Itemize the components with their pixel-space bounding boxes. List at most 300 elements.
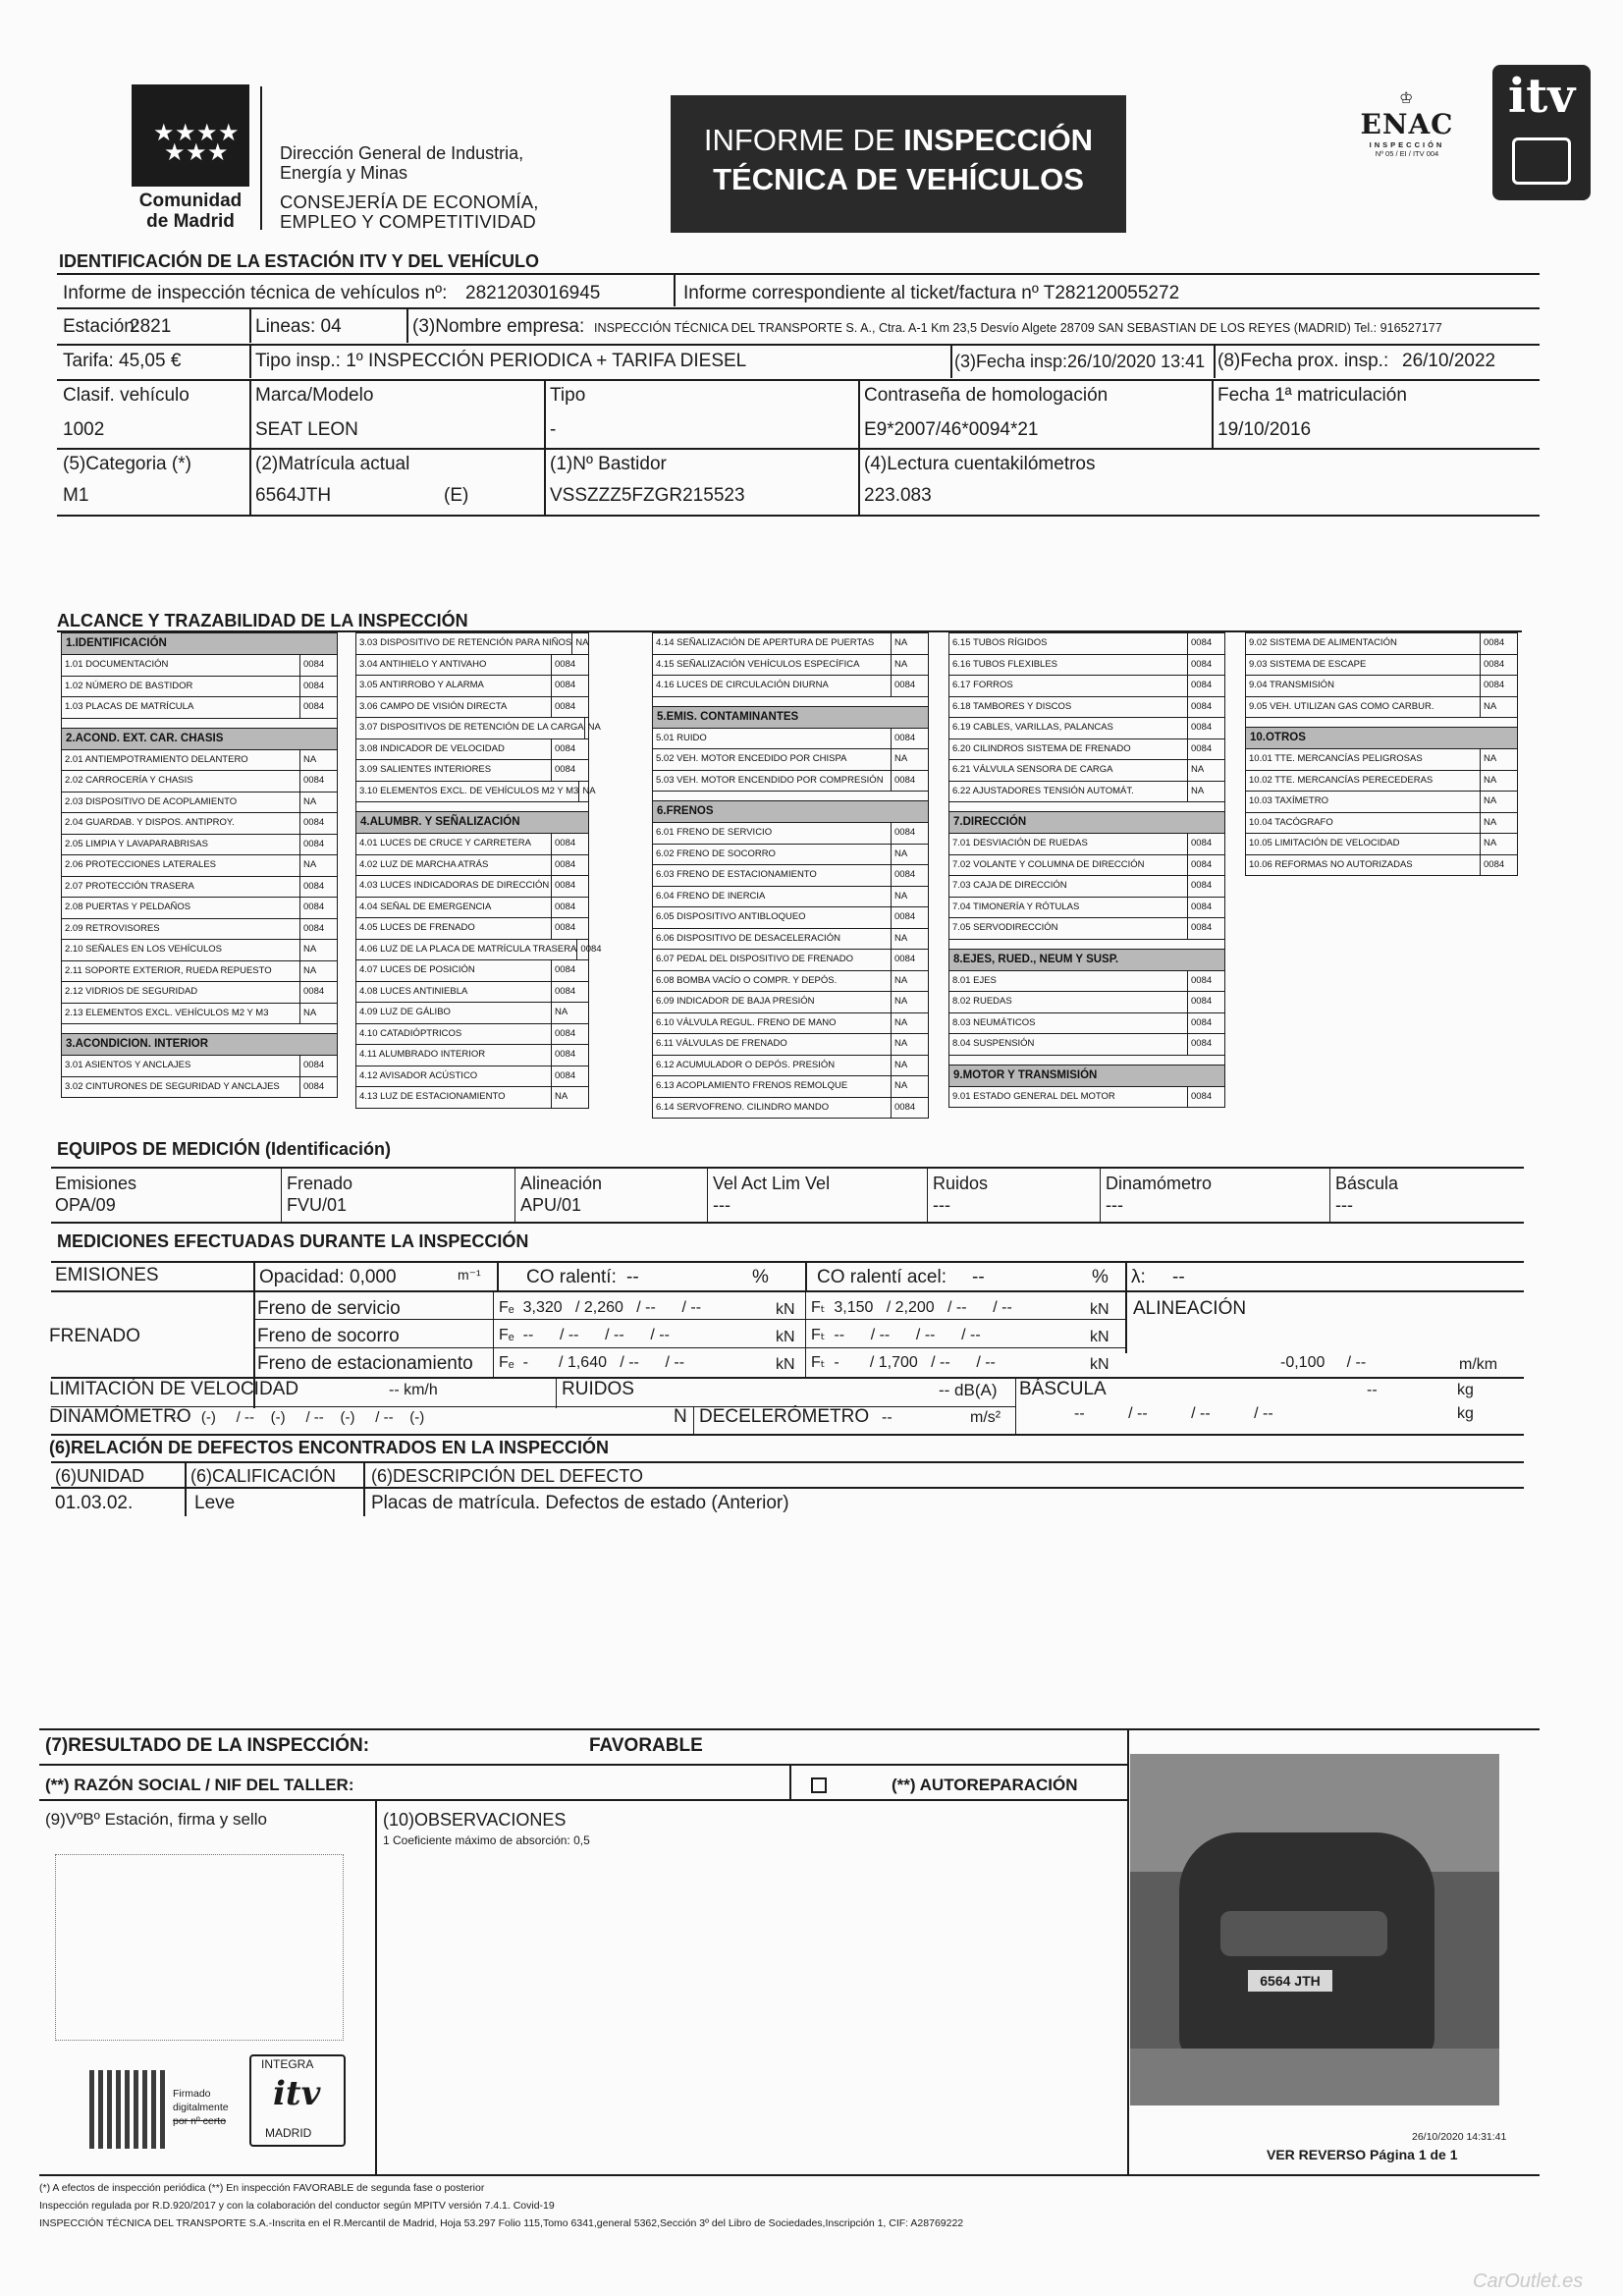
alcance-row bbox=[949, 1033, 1224, 1055]
alcance-item-code: NA bbox=[299, 855, 337, 876]
equipo-label: Ruidos bbox=[933, 1174, 989, 1193]
vehicle-photo bbox=[1130, 1754, 1499, 2105]
alcance-row bbox=[62, 960, 337, 982]
alcance-row bbox=[653, 970, 928, 992]
alcance-row bbox=[356, 897, 588, 918]
divider bbox=[805, 1292, 806, 1377]
alcance-item-label: 4.06 LUZ DE LA PLACA DE MATRÍCULA TRASERA bbox=[359, 943, 577, 955]
alcance-item-label: 3.06 CAMPO DE VISIÓN DIRECTA bbox=[359, 700, 508, 712]
alcance-item-label: 6.18 TAMBORES Y DISCOS bbox=[952, 700, 1072, 712]
divider bbox=[51, 1406, 1015, 1407]
alcance-item-label: 10.05 LIMITACIÓN DE VELOCIDAD bbox=[1249, 838, 1400, 848]
alcance-item-code: 0084 bbox=[551, 676, 588, 696]
alcance-row bbox=[356, 1023, 588, 1045]
alcance-item-label: 4.07 LUCES DE POSICIÓN bbox=[359, 964, 475, 975]
co-ralenti-label: CO ralentí: bbox=[526, 1267, 617, 1287]
alcance-item-label: 10.01 TTE. MERCANCÍAS PELIGROSAS bbox=[1249, 753, 1423, 764]
alcance-item-label: 7.04 TIMONERÍA Y RÓTULAS bbox=[952, 901, 1080, 912]
divider bbox=[51, 1290, 1524, 1292]
alcance-item-label: 3.08 INDICADOR DE VELOCIDAD bbox=[359, 742, 505, 754]
alcance-item-code: 0084 bbox=[891, 865, 928, 886]
alcance-item-code: 0084 bbox=[299, 1056, 337, 1076]
empresa-value: INSPECCIÓN TÉCNICA DEL TRANSPORTE S. A., Ctra. A-1 Km 23,5 Desvío Algete 28709 SAN SEBASTIAN DE LOS REYES (MADRID) Tel.: 916527177 bbox=[594, 321, 1442, 335]
alcance-item-code: 0084 bbox=[551, 982, 588, 1003]
alcance-item-code: 0084 bbox=[299, 655, 337, 676]
bastidor-label: (1)Nº Bastidor bbox=[550, 454, 667, 474]
resultado-label: (7)RESULTADO DE LA INSPECCIÓN: bbox=[45, 1735, 370, 1756]
header-separator bbox=[260, 86, 262, 230]
alcance-row bbox=[356, 939, 602, 960]
divider bbox=[497, 1263, 499, 1290]
alcance-row bbox=[62, 981, 337, 1003]
alcance-row bbox=[653, 886, 928, 907]
percent-unit: % bbox=[1092, 1267, 1109, 1287]
freno-servicio-ft: Fₜ 3,150 / 2,200 / -- / -- bbox=[811, 1299, 1012, 1316]
freno-servicio-label: Freno de servicio bbox=[257, 1298, 401, 1319]
alcance-item-code: 0084 bbox=[1187, 1034, 1224, 1055]
alcance-item-label: 6.07 PEDAL DEL DISPOSITIVO DE FRENADO bbox=[656, 954, 853, 964]
alcance-item-code: 0084 bbox=[1480, 633, 1517, 654]
equipo-label: Emisiones bbox=[55, 1174, 137, 1193]
divider bbox=[249, 309, 251, 343]
alcance-row bbox=[653, 728, 928, 749]
alcance-item-label: 4.15 SEÑALIZACIÓN VEHÍCULOS ESPECÍFICA bbox=[656, 658, 860, 670]
firmado-text: por nº certo bbox=[173, 2115, 227, 2127]
kn-unit: kN bbox=[1090, 1356, 1109, 1373]
alcance-item-label: 7.03 CAJA DE DIRECCIÓN bbox=[952, 880, 1067, 891]
alcance-item-label: 1.03 PLACAS DE MATRÍCULA bbox=[65, 701, 194, 712]
alcance-group-header: 2.ACOND. EXT. CAR. CHASIS bbox=[62, 728, 337, 749]
alcance-row bbox=[356, 1066, 588, 1087]
alcance-row bbox=[949, 1086, 1224, 1108]
crown-icon: ♔ bbox=[1399, 90, 1414, 107]
alcance-row bbox=[949, 833, 1224, 854]
alcance-row bbox=[62, 792, 337, 813]
divider bbox=[514, 1169, 515, 1222]
firmado-text: Firmado bbox=[173, 2088, 211, 2100]
alcance-item-label: 3.03 DISPOSITIVO DE RETENCIÓN PARA NIÑOS bbox=[359, 637, 572, 648]
alcance-group-header: 9.MOTOR Y TRANSMISIÓN bbox=[949, 1065, 1224, 1086]
alcance-row bbox=[356, 759, 588, 781]
alcance-item-code: 0084 bbox=[1187, 633, 1224, 654]
alcance-item-label: 2.04 GUARDAB. Y DISPOS. ANTIPROY. bbox=[65, 817, 235, 828]
alcance-column bbox=[948, 632, 1225, 1108]
alcance-item-label: 5.02 VEH. MOTOR ENCEDIDO POR CHISPA bbox=[656, 753, 847, 764]
alcance-row bbox=[62, 676, 337, 697]
alcance-item-label: 2.03 DISPOSITIVO DE ACOPLAMIENTO bbox=[65, 795, 238, 807]
alcance-item-label: 6.14 SERVOFRENO. CILINDRO MANDO bbox=[656, 1101, 830, 1113]
opacidad-unit: m⁻¹ bbox=[458, 1267, 481, 1283]
alineacion-label: ALINEACIÓN bbox=[1133, 1298, 1247, 1319]
alcance-item-label: 4.11 ALUMBRADO INTERIOR bbox=[359, 1049, 486, 1060]
alcance-row bbox=[356, 675, 588, 696]
empresa-label: (3)Nombre empresa: bbox=[412, 316, 585, 337]
divider bbox=[1015, 1379, 1016, 1434]
informe-value: 2821203016945 bbox=[465, 283, 601, 303]
autoreparacion-checkbox[interactable] bbox=[811, 1777, 827, 1793]
alcance-row bbox=[1246, 748, 1517, 770]
alcance-item-label: 3.01 ASIENTOS Y ANCLAJES bbox=[65, 1060, 191, 1070]
lambda-value: -- bbox=[1172, 1267, 1185, 1287]
alcance-item-code: NA bbox=[551, 1087, 588, 1108]
alcance-item-label: 6.15 TUBOS RÍGIDOS bbox=[952, 637, 1048, 648]
star-icon: ★ bbox=[207, 139, 229, 166]
divider bbox=[493, 1292, 494, 1377]
alcance-group-header: 6.FRENOS bbox=[653, 800, 928, 822]
alcance-group-header: 8.EJES, RUED., NEUM Y SUSP. bbox=[949, 949, 1224, 970]
alcance-item-label: 10.06 REFORMAS NO AUTORIZADAS bbox=[1249, 858, 1413, 870]
car-icon bbox=[1512, 137, 1571, 185]
alcance-item-label: 7.01 DESVIACIÓN DE RUEDAS bbox=[952, 838, 1088, 848]
equipo-value: OPA/09 bbox=[55, 1195, 116, 1215]
alcance-item-label: 3.05 ANTIRROBO Y ALARMA bbox=[359, 680, 484, 690]
kn-unit: kN bbox=[776, 1301, 795, 1318]
itv-stamp: INTEGRA itv MADRID bbox=[249, 2054, 346, 2147]
alcance-item-code: 0084 bbox=[551, 1066, 588, 1087]
alcance-item-label: 4.05 LUCES DE FRENADO bbox=[359, 922, 475, 933]
divider bbox=[39, 1764, 1129, 1766]
alcance-item-code: 0084 bbox=[1187, 739, 1224, 760]
divider bbox=[363, 1463, 365, 1516]
star-icon: ★ bbox=[153, 120, 175, 146]
kn-unit: kN bbox=[1090, 1301, 1109, 1318]
alcance-item-code: 0084 bbox=[299, 1077, 337, 1098]
alcance-item-label: 6.06 DISPOSITIVO DE DESACELERACIÓN bbox=[656, 932, 840, 944]
alcance-item-code: 0084 bbox=[1187, 898, 1224, 918]
alcance-row bbox=[356, 1086, 588, 1108]
divider bbox=[927, 1169, 928, 1222]
alcance-item-label: 4.08 LUCES ANTINIEBLA bbox=[359, 985, 468, 997]
alcance-row bbox=[1246, 675, 1517, 696]
categoria-value: M1 bbox=[63, 485, 89, 506]
alcance-group-header: 5.EMIS. CONTAMINANTES bbox=[653, 706, 928, 728]
defectos-col-calif: (6)CALIFICACIÓN bbox=[190, 1466, 337, 1486]
alcance-row bbox=[62, 876, 337, 898]
homolog-label: Contraseña de homologación bbox=[864, 385, 1109, 406]
divider bbox=[57, 344, 1540, 346]
alcance-item-code: NA bbox=[1187, 760, 1224, 781]
alcance-item-code: NA bbox=[891, 1013, 928, 1034]
equipo-label: Dinamómetro bbox=[1106, 1174, 1213, 1193]
co-acel-label: CO ralentí acel: bbox=[817, 1267, 947, 1287]
alcance-row bbox=[62, 770, 337, 792]
alcance-item-code: 0084 bbox=[551, 655, 588, 676]
alcance-row bbox=[62, 918, 337, 940]
decelerometro-label: DECELERÓMETRO bbox=[699, 1406, 870, 1427]
lineas-value: Lineas: 04 bbox=[255, 316, 342, 337]
homolog-value: E9*2007/46*0094*21 bbox=[864, 419, 1039, 440]
alcance-row bbox=[356, 854, 588, 876]
alcance-row bbox=[653, 822, 928, 844]
alcance-row bbox=[949, 632, 1224, 654]
alcance-row bbox=[356, 1002, 588, 1023]
freno-socorro-label: Freno de socorro bbox=[257, 1326, 400, 1346]
divider bbox=[57, 448, 1540, 450]
alcance-item-code: 0084 bbox=[891, 907, 928, 928]
alcance-row bbox=[653, 1033, 928, 1055]
alcance-row bbox=[1246, 812, 1517, 834]
alcance-item-code: 0084 bbox=[1187, 918, 1224, 939]
kg-unit: kg bbox=[1457, 1405, 1474, 1422]
alcance-row bbox=[62, 1055, 337, 1076]
divider bbox=[674, 275, 676, 306]
opacidad-value: 0,000 bbox=[350, 1267, 397, 1287]
marca-label: Marca/Modelo bbox=[255, 385, 374, 406]
alcance-row bbox=[62, 1076, 337, 1098]
alineacion-unit: m/km bbox=[1459, 1356, 1498, 1373]
alcance-item-code: 0084 bbox=[299, 813, 337, 834]
alcance-row bbox=[62, 654, 337, 676]
opacidad-label: Opacidad: bbox=[259, 1267, 345, 1287]
equipo-value: APU/01 bbox=[520, 1195, 582, 1215]
divider bbox=[556, 1379, 557, 1408]
alcance-item-label: 3.07 DISPOSITIVOS DE RETENCIÓN DE LA CARGA bbox=[359, 722, 584, 733]
footer-note: Inspección regulada por R.D.920/2017 y con la colaboración del conductor según MPITV versión 7.4.1. Covid-19 bbox=[39, 2200, 555, 2212]
alcance-row bbox=[356, 632, 588, 654]
alcance-item-label: 10.04 TACÓGRAFO bbox=[1249, 816, 1333, 828]
alcance-item-label: 3.04 ANTIHIELO Y ANTIVAHO bbox=[359, 658, 487, 670]
ver-reverso: VER REVERSO Página 1 de 1 bbox=[1267, 2147, 1458, 2162]
alcance-row bbox=[1246, 791, 1517, 812]
km-value: 223.083 bbox=[864, 485, 932, 506]
star-icon: ★ bbox=[175, 120, 196, 146]
bascula-label: BÁSCULA bbox=[1019, 1379, 1107, 1399]
alcance-item-code: 0084 bbox=[551, 855, 588, 876]
mediciones-section-title: MEDICIONES EFECTUADAS DURANTE LA INSPECCIÓN bbox=[57, 1231, 529, 1251]
alcance-item-code: 0084 bbox=[299, 982, 337, 1003]
divider bbox=[1127, 1730, 1129, 2174]
alcance-item-code: 0084 bbox=[551, 898, 588, 918]
alcance-item-label: 10.02 TTE. MERCANCÍAS PERECEDERAS bbox=[1249, 774, 1434, 786]
alcance-item-code: NA bbox=[891, 929, 928, 950]
alcance-item-label: 7.02 VOLANTE Y COLUMNA DE DIRECCIÓN bbox=[952, 858, 1145, 870]
alcance-item-label: 4.01 LUCES DE CRUCE Y CARRETERA bbox=[359, 838, 531, 848]
fecha-insp-value: (3)Fecha insp:26/10/2020 13:41 bbox=[954, 352, 1206, 371]
alcance-row bbox=[653, 949, 928, 970]
alcance-item-code: NA bbox=[891, 633, 928, 654]
divider bbox=[57, 515, 1540, 517]
alcance-row bbox=[1246, 696, 1517, 718]
divider bbox=[375, 1801, 377, 2174]
defectos-section-title: (6)RELACIÓN DE DEFECTOS ENCONTRADOS EN LA INSPECCIÓN bbox=[49, 1438, 610, 1457]
equipo-label: Alineación bbox=[520, 1174, 603, 1193]
alcance-item-code: 0084 bbox=[551, 834, 588, 854]
alcance-item-code: 0084 bbox=[891, 823, 928, 844]
alcance-item-code: NA bbox=[571, 633, 588, 654]
divider bbox=[1100, 1169, 1101, 1222]
alcance-item-label: 4.16 LUCES DE CIRCULACIÓN DIURNA bbox=[656, 680, 829, 690]
alcance-item-label: 2.06 PROTECCIONES LATERALES bbox=[65, 859, 216, 870]
alcance-item-label: 4.02 LUZ DE MARCHA ATRÁS bbox=[359, 858, 489, 870]
alcance-item-code: 0084 bbox=[891, 729, 928, 749]
ticket-value: Informe correspondiente al ticket/factura nº T282120055272 bbox=[683, 283, 1180, 303]
alcance-item-code: NA bbox=[551, 1003, 588, 1023]
divider bbox=[51, 1461, 1524, 1463]
alcance-row bbox=[653, 844, 928, 865]
limitacion-value: -- km/h bbox=[389, 1382, 438, 1398]
alcance-item-code: 0084 bbox=[1187, 655, 1224, 676]
alcance-item-label: 4.03 LUCES INDICADORAS DE DIRECCIÓN bbox=[359, 880, 550, 891]
divider bbox=[406, 309, 408, 343]
alcance-item-code: 0084 bbox=[891, 676, 928, 696]
alcance-column bbox=[355, 632, 602, 1109]
alcance-row bbox=[949, 717, 1224, 738]
report-title: INFORME DE INSPECCIÓN TÉCNICA DE VEHÍCULOS bbox=[671, 95, 1126, 233]
alcance-item-code: NA bbox=[299, 1004, 337, 1024]
alcance-item-label: 6.05 DISPOSITIVO ANTIBLOQUEO bbox=[656, 911, 806, 922]
alcance-item-code: NA bbox=[891, 1076, 928, 1097]
divider bbox=[51, 1434, 1524, 1436]
km-label: (4)Lectura cuentakilómetros bbox=[864, 454, 1096, 474]
alcance-item-code: 0084 bbox=[891, 1098, 928, 1119]
bastidor-value: VSSZZZ5FZGR215523 bbox=[550, 485, 745, 506]
alcance-column bbox=[652, 632, 929, 1119]
alcance-item-label: 9.01 ESTADO GENERAL DEL MOTOR bbox=[952, 1090, 1115, 1102]
alineacion-value: -0,100 / -- bbox=[1280, 1354, 1367, 1371]
alcance-item-label: 2.05 LIMPIA Y LAVAPARABRISAS bbox=[65, 838, 208, 849]
alcance-row bbox=[1246, 833, 1517, 854]
divider bbox=[57, 307, 1540, 309]
kn-unit: kN bbox=[1090, 1329, 1109, 1345]
alcance-item-code: 0084 bbox=[1480, 676, 1517, 696]
alcance-item-code: NA bbox=[1480, 813, 1517, 834]
percent-unit: % bbox=[752, 1267, 769, 1287]
frenado-label: FRENADO bbox=[49, 1326, 140, 1346]
alcance-item-code: NA bbox=[891, 992, 928, 1012]
alcance-item-label: 7.05 SERVODIRECCIÓN bbox=[952, 922, 1058, 933]
alcance-row bbox=[62, 1003, 337, 1024]
equipo-value: --- bbox=[1335, 1195, 1353, 1215]
ms2-unit: m/s² bbox=[970, 1409, 1001, 1426]
alcance-row bbox=[356, 833, 588, 854]
alcance-row bbox=[1246, 632, 1517, 654]
divider bbox=[51, 1261, 1524, 1263]
alcance-row bbox=[653, 864, 928, 886]
freno-estac-fe: Fₑ - / 1,640 / -- / -- bbox=[499, 1354, 685, 1371]
informe-label: Informe de inspección técnica de vehículos nº: bbox=[63, 283, 448, 303]
alcance-item-code: 0084 bbox=[1187, 1013, 1224, 1034]
alcance-item-label: 6.11 VÁLVULAS DE FRENADO bbox=[656, 1038, 787, 1049]
alcance-row bbox=[62, 812, 337, 834]
alcance-item-label: 2.12 VIDRIOS DE SEGURIDAD bbox=[65, 986, 198, 997]
alcance-item-label: 3.09 SALIENTES INTERIORES bbox=[359, 764, 492, 775]
tipo-value: - bbox=[550, 419, 557, 440]
limitacion-label: LIMITACIÓN DE VELOCIDAD bbox=[49, 1379, 299, 1399]
alcance-row bbox=[1246, 770, 1517, 792]
clasif-label: Clasif. vehículo bbox=[63, 385, 189, 406]
consejeria-text: CONSEJERÍA DE ECONOMÍA, EMPLEO Y COMPETITIVIDAD bbox=[280, 191, 539, 232]
alcance-item-code: 0084 bbox=[551, 739, 588, 760]
alcance-row bbox=[356, 781, 596, 802]
equipo-value: --- bbox=[933, 1195, 950, 1215]
alcance-item-label: 9.04 TRANSMISIÓN bbox=[1249, 680, 1334, 690]
alcance-item-code: NA bbox=[1480, 697, 1517, 718]
ruidos-value: -- dB(A) bbox=[939, 1381, 998, 1399]
alcance-item-label: 4.13 LUZ DE ESTACIONAMIENTO bbox=[359, 1091, 506, 1102]
fecha-prox-label: (8)Fecha prox. insp.: bbox=[1217, 351, 1389, 371]
alcance-item-code: 0084 bbox=[1187, 697, 1224, 718]
freno-estac-label: Freno de estacionamiento bbox=[257, 1353, 473, 1374]
alcance-item-code: 0084 bbox=[299, 919, 337, 940]
qr-code bbox=[89, 2070, 168, 2149]
alcance-group-header: 3.ACONDICION. INTERIOR bbox=[62, 1033, 337, 1055]
taller-label: (**) RAZÓN SOCIAL / NIF DEL TALLER: bbox=[45, 1776, 354, 1794]
alcance-item-code: NA bbox=[891, 971, 928, 992]
alcance-item-code: 0084 bbox=[1187, 676, 1224, 696]
divider bbox=[39, 1799, 1129, 1801]
tipo-insp-value: Tipo insp.: 1º INSPECCIÓN PERIODICA + TARIFA DIESEL bbox=[255, 351, 747, 371]
ruidos-label: RUIDOS bbox=[562, 1379, 634, 1399]
alcance-column bbox=[61, 632, 338, 1098]
alcance-row bbox=[949, 854, 1224, 876]
lambda-label: λ: bbox=[1131, 1267, 1146, 1287]
alcance-item-code: NA bbox=[891, 749, 928, 770]
alcance-row bbox=[949, 696, 1224, 718]
alcance-item-label: 6.03 FRENO DE ESTACIONAMIENTO bbox=[656, 869, 817, 880]
alcance-item-label: 6.10 VÁLVULA REGUL. FRENO DE MANO bbox=[656, 1016, 837, 1028]
equipo-label: Báscula bbox=[1335, 1174, 1399, 1193]
alcance-item-label: 10.03 TAXÍMETRO bbox=[1249, 795, 1328, 806]
alcance-item-code: 0084 bbox=[1187, 718, 1224, 738]
alcance-row bbox=[949, 917, 1224, 939]
alcance-item-code: 0084 bbox=[299, 877, 337, 898]
fecha-matric-value: 19/10/2016 bbox=[1217, 419, 1312, 440]
equipo-label: Vel Act Lim Vel bbox=[713, 1174, 831, 1193]
alcance-item-code: NA bbox=[891, 845, 928, 865]
alcance-row bbox=[949, 1012, 1224, 1034]
alcance-row bbox=[356, 717, 601, 738]
divider bbox=[805, 1263, 807, 1290]
alcance-item-code: 0084 bbox=[1187, 834, 1224, 854]
alcance-item-code: 0084 bbox=[551, 1024, 588, 1045]
alcance-item-code: 0084 bbox=[551, 918, 588, 939]
alcance-item-code: 0084 bbox=[1187, 855, 1224, 876]
alcance-group-header: 1.IDENTIFICACIÓN bbox=[62, 632, 337, 654]
alcance-item-code: 0084 bbox=[551, 1045, 588, 1066]
alcance-row bbox=[653, 906, 928, 928]
alcance-row bbox=[62, 939, 337, 960]
license-plate: 6564 JTH bbox=[1248, 1970, 1332, 1992]
alcance-row bbox=[653, 675, 928, 696]
decelerometro-value: -- bbox=[882, 1409, 893, 1426]
divider bbox=[789, 1766, 791, 1799]
matricula-value: 6564JTH bbox=[255, 485, 332, 506]
watermark: CarOutlet.es bbox=[1473, 2270, 1584, 2292]
divider bbox=[51, 1487, 1524, 1489]
defectos-col-unidad: (6)UNIDAD bbox=[55, 1466, 145, 1486]
alcance-item-label: 8.01 EJES bbox=[952, 974, 997, 986]
equipo-value: --- bbox=[1106, 1195, 1123, 1215]
alcance-item-label: 6.20 CILINDROS SISTEMA DE FRENADO bbox=[952, 742, 1131, 754]
alcance-item-label: 9.02 SISTEMA DE ALIMENTACIÓN bbox=[1249, 637, 1397, 648]
comunidad-madrid-text: Comunidad de Madrid bbox=[138, 191, 243, 232]
alcance-item-label: 6.12 ACUMULADOR O DEPÓS. PRESIÓN bbox=[656, 1059, 836, 1070]
bascula2-value: -- / -- / -- / -- bbox=[1074, 1405, 1273, 1422]
divider bbox=[707, 1169, 708, 1222]
alcance-item-code: NA bbox=[1480, 749, 1517, 770]
tarifa-value: Tarifa: 45,05 € bbox=[63, 351, 182, 371]
alcance-item-code: 0084 bbox=[891, 950, 928, 970]
alcance-row bbox=[62, 696, 337, 718]
alcance-group-header: 4.ALUMBR. Y SEÑALIZACIÓN bbox=[356, 811, 588, 833]
alcance-item-label: 6.01 FRENO DE SERVICIO bbox=[656, 827, 773, 838]
freno-estac-ft: Fₜ - / 1,700 / -- / -- bbox=[811, 1354, 996, 1371]
alcance-row bbox=[356, 1044, 588, 1066]
itv-logo: itv bbox=[1492, 65, 1591, 200]
alcance-item-label: 2.07 PROTECCIÓN TRASERA bbox=[65, 880, 194, 892]
alcance-item-code: 0084 bbox=[1480, 655, 1517, 676]
alcance-item-label: 2.09 RETROVISORES bbox=[65, 922, 160, 934]
